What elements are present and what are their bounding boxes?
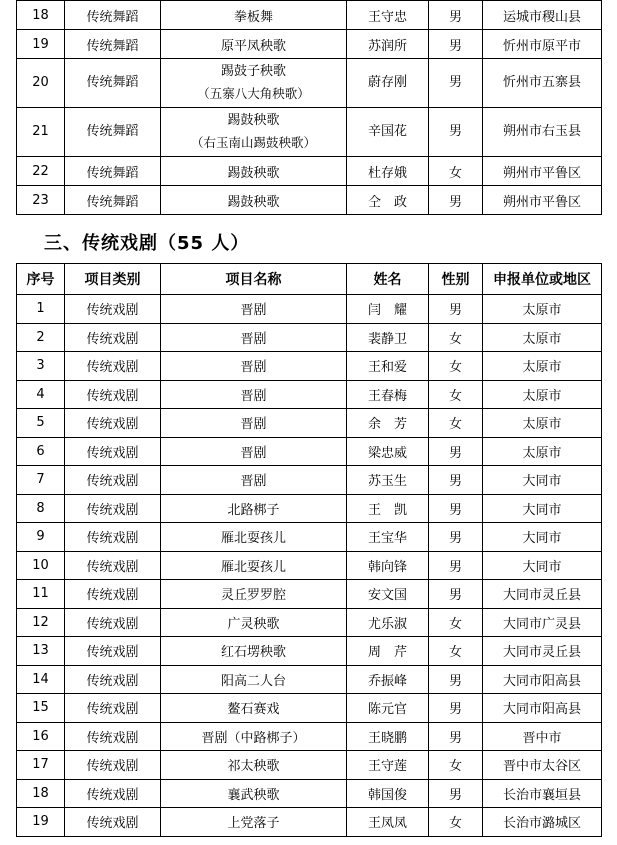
table-row bbox=[17, 323, 602, 352]
column-header-gender: 性别 bbox=[429, 264, 483, 295]
table-row bbox=[17, 694, 602, 723]
cell-person-name: 仝 政 bbox=[347, 186, 429, 215]
cell-category: 传统舞蹈 bbox=[65, 1, 161, 30]
cell-unit: 运城市稷山县 bbox=[483, 1, 602, 30]
cell-project-name: 晋剧 bbox=[161, 466, 347, 495]
cell-gender: 女 bbox=[429, 157, 483, 186]
cell-gender: 男 bbox=[429, 523, 483, 552]
cell-project-name: 踢鼓秧歌 bbox=[161, 157, 347, 186]
table-row bbox=[17, 779, 602, 808]
table-row bbox=[17, 30, 602, 59]
cell-category: 传统戏剧 bbox=[65, 808, 161, 837]
cell-project-name: 晋剧 bbox=[161, 352, 347, 381]
cell-gender: 男 bbox=[429, 186, 483, 215]
table-row bbox=[17, 409, 602, 438]
cell-index: 17 bbox=[17, 751, 65, 780]
cell-person-name: 蔚存刚 bbox=[347, 59, 429, 108]
table-row bbox=[17, 466, 602, 495]
cell-index: 10 bbox=[17, 551, 65, 580]
cell-person-name: 王宝华 bbox=[347, 523, 429, 552]
cell-category: 传统戏剧 bbox=[65, 380, 161, 409]
table-row bbox=[17, 665, 602, 694]
cell-person-name: 王守忠 bbox=[347, 1, 429, 30]
table-row bbox=[17, 808, 602, 837]
cell-gender: 男 bbox=[429, 466, 483, 495]
cell-unit: 忻州市五寨县 bbox=[483, 59, 602, 108]
cell-project-name: 晋剧 bbox=[161, 323, 347, 352]
cell-category: 传统戏剧 bbox=[65, 779, 161, 808]
cell-project-name: 拳板舞 bbox=[161, 1, 347, 30]
cell-unit: 晋中市太谷区 bbox=[483, 751, 602, 780]
cell-project-name: 晋剧（中路梆子） bbox=[161, 722, 347, 751]
cell-person-name: 王春梅 bbox=[347, 380, 429, 409]
cell-unit: 忻州市原平市 bbox=[483, 30, 602, 59]
cell-index: 8 bbox=[17, 494, 65, 523]
project-name-line1: 踢鼓秧歌 bbox=[227, 113, 280, 128]
cell-person-name: 安文国 bbox=[347, 580, 429, 609]
cell-project-name: 红石塄秧歌 bbox=[161, 637, 347, 666]
cell-unit: 太原市 bbox=[483, 295, 602, 324]
cell-gender: 女 bbox=[429, 608, 483, 637]
table-row bbox=[17, 157, 602, 186]
cell-index: 13 bbox=[17, 637, 65, 666]
cell-unit: 太原市 bbox=[483, 409, 602, 438]
cell-unit: 大同市 bbox=[483, 466, 602, 495]
column-header-project-name: 项目名称 bbox=[161, 264, 347, 295]
table-row bbox=[17, 608, 602, 637]
cell-person-name: 王晓鹏 bbox=[347, 722, 429, 751]
cell-gender: 男 bbox=[429, 722, 483, 751]
cell-person-name: 周 芹 bbox=[347, 637, 429, 666]
cell-unit: 朔州市平鲁区 bbox=[483, 157, 602, 186]
table-body bbox=[17, 1, 602, 215]
cell-index: 14 bbox=[17, 665, 65, 694]
cell-category: 传统戏剧 bbox=[65, 466, 161, 495]
cell-index: 3 bbox=[17, 352, 65, 381]
cell-gender: 女 bbox=[429, 637, 483, 666]
cell-person-name: 苏玉生 bbox=[347, 466, 429, 495]
table-row bbox=[17, 523, 602, 552]
cell-index: 19 bbox=[17, 808, 65, 837]
table-row bbox=[17, 1, 602, 30]
cell-index: 7 bbox=[17, 466, 65, 495]
cell-unit: 大同市广灵县 bbox=[483, 608, 602, 637]
cell-category: 传统戏剧 bbox=[65, 580, 161, 609]
cell-gender: 女 bbox=[429, 323, 483, 352]
cell-person-name: 韩国俊 bbox=[347, 779, 429, 808]
cell-person-name: 王 凯 bbox=[347, 494, 429, 523]
cell-unit: 大同市灵丘县 bbox=[483, 637, 602, 666]
column-header-category: 项目类别 bbox=[65, 264, 161, 295]
table-row bbox=[17, 380, 602, 409]
cell-unit: 大同市灵丘县 bbox=[483, 580, 602, 609]
cell-category: 传统舞蹈 bbox=[65, 59, 161, 108]
cell-person-name: 乔振峰 bbox=[347, 665, 429, 694]
cell-person-name: 裴静卫 bbox=[347, 323, 429, 352]
table-row bbox=[17, 59, 602, 108]
cell-unit: 朔州市右玉县 bbox=[483, 108, 602, 157]
column-header-unit: 申报单位或地区 bbox=[483, 264, 602, 295]
cell-gender: 男 bbox=[429, 779, 483, 808]
table-row bbox=[17, 186, 602, 215]
cell-person-name: 余 芳 bbox=[347, 409, 429, 438]
cell-person-name: 尤乐淑 bbox=[347, 608, 429, 637]
cell-person-name: 闫 耀 bbox=[347, 295, 429, 324]
cell-category: 传统戏剧 bbox=[65, 352, 161, 381]
cell-index: 2 bbox=[17, 323, 65, 352]
cell-project-name: 晋剧 bbox=[161, 380, 347, 409]
cell-gender: 男 bbox=[429, 1, 483, 30]
cell-category: 传统舞蹈 bbox=[65, 30, 161, 59]
table-row bbox=[17, 437, 602, 466]
table-row bbox=[17, 751, 602, 780]
cell-category: 传统舞蹈 bbox=[65, 186, 161, 215]
cell-index: 18 bbox=[17, 779, 65, 808]
cell-category: 传统戏剧 bbox=[65, 637, 161, 666]
cell-index: 4 bbox=[17, 380, 65, 409]
cell-project-name: 晋剧 bbox=[161, 295, 347, 324]
cell-gender: 男 bbox=[429, 59, 483, 108]
cell-gender: 男 bbox=[429, 437, 483, 466]
cell-category: 传统戏剧 bbox=[65, 551, 161, 580]
cell-index: 21 bbox=[17, 108, 65, 157]
cell-project-name: 阳高二人台 bbox=[161, 665, 347, 694]
column-header-index: 序号 bbox=[17, 264, 65, 295]
cell-project-name: 晋剧 bbox=[161, 409, 347, 438]
cell-gender: 男 bbox=[429, 30, 483, 59]
cell-category: 传统戏剧 bbox=[65, 494, 161, 523]
cell-person-name: 王和爱 bbox=[347, 352, 429, 381]
cell-index: 15 bbox=[17, 694, 65, 723]
cell-person-name: 韩向锋 bbox=[347, 551, 429, 580]
cell-category: 传统舞蹈 bbox=[65, 108, 161, 157]
project-name-line2: （右玉南山踢鼓秧歌） bbox=[190, 135, 316, 150]
cell-project-name: 晋剧 bbox=[161, 437, 347, 466]
cell-index: 11 bbox=[17, 580, 65, 609]
table-traditional-drama bbox=[16, 263, 602, 837]
cell-index: 16 bbox=[17, 722, 65, 751]
cell-unit: 大同市阳高县 bbox=[483, 694, 602, 723]
cell-category: 传统戏剧 bbox=[65, 437, 161, 466]
cell-category: 传统戏剧 bbox=[65, 608, 161, 637]
cell-index: 12 bbox=[17, 608, 65, 637]
cell-index: 22 bbox=[17, 157, 65, 186]
cell-unit: 朔州市平鲁区 bbox=[483, 186, 602, 215]
cell-unit: 大同市 bbox=[483, 494, 602, 523]
cell-unit: 太原市 bbox=[483, 380, 602, 409]
cell-person-name: 王凤凤 bbox=[347, 808, 429, 837]
cell-gender: 男 bbox=[429, 494, 483, 523]
table-row bbox=[17, 551, 602, 580]
cell-project-name bbox=[161, 108, 347, 157]
cell-gender: 男 bbox=[429, 694, 483, 723]
cell-index: 5 bbox=[17, 409, 65, 438]
cell-index: 1 bbox=[17, 295, 65, 324]
cell-index: 6 bbox=[17, 437, 65, 466]
cell-person-name: 王守莲 bbox=[347, 751, 429, 780]
cell-unit: 大同市阳高县 bbox=[483, 665, 602, 694]
cell-project-name: 襄武秧歌 bbox=[161, 779, 347, 808]
cell-person-name: 苏润所 bbox=[347, 30, 429, 59]
cell-project-name: 鳌石赛戏 bbox=[161, 694, 347, 723]
cell-gender: 男 bbox=[429, 665, 483, 694]
cell-gender: 女 bbox=[429, 352, 483, 381]
cell-category: 传统舞蹈 bbox=[65, 157, 161, 186]
cell-category: 传统戏剧 bbox=[65, 751, 161, 780]
cell-gender: 男 bbox=[429, 295, 483, 324]
cell-project-name: 雁北耍孩儿 bbox=[161, 551, 347, 580]
cell-unit: 太原市 bbox=[483, 323, 602, 352]
cell-person-name: 辛国花 bbox=[347, 108, 429, 157]
section-heading: 三、传统戏剧（55 人） bbox=[44, 233, 250, 254]
cell-gender: 女 bbox=[429, 808, 483, 837]
cell-project-name: 灵丘罗罗腔 bbox=[161, 580, 347, 609]
cell-unit: 太原市 bbox=[483, 437, 602, 466]
table-row bbox=[17, 580, 602, 609]
cell-project-name: 雁北耍孩儿 bbox=[161, 523, 347, 552]
cell-index: 18 bbox=[17, 1, 65, 30]
table-row bbox=[17, 295, 602, 324]
table-row bbox=[17, 637, 602, 666]
table-row bbox=[17, 108, 602, 157]
cell-gender: 女 bbox=[429, 380, 483, 409]
cell-person-name: 梁忠威 bbox=[347, 437, 429, 466]
table-row bbox=[17, 494, 602, 523]
cell-gender: 男 bbox=[429, 580, 483, 609]
cell-index: 9 bbox=[17, 523, 65, 552]
cell-gender: 男 bbox=[429, 551, 483, 580]
cell-gender: 女 bbox=[429, 751, 483, 780]
table-row bbox=[17, 352, 602, 381]
cell-unit: 大同市 bbox=[483, 551, 602, 580]
column-header-person-name: 姓名 bbox=[347, 264, 429, 295]
cell-gender: 女 bbox=[429, 409, 483, 438]
project-name-line2: （五寨八大角秧歌） bbox=[197, 86, 310, 101]
cell-index: 23 bbox=[17, 186, 65, 215]
project-name-line1: 踢鼓子秧歌 bbox=[220, 64, 286, 79]
cell-category: 传统戏剧 bbox=[65, 523, 161, 552]
header-row bbox=[17, 264, 602, 295]
cell-unit: 长治市潞城区 bbox=[483, 808, 602, 837]
cell-person-name: 杜存娥 bbox=[347, 157, 429, 186]
cell-project-name bbox=[161, 59, 347, 108]
cell-category: 传统戏剧 bbox=[65, 295, 161, 324]
cell-category: 传统戏剧 bbox=[65, 323, 161, 352]
continued-table-traditional-dance bbox=[16, 0, 602, 215]
cell-person-name: 陈元官 bbox=[347, 694, 429, 723]
cell-unit: 长治市襄垣县 bbox=[483, 779, 602, 808]
cell-unit: 大同市 bbox=[483, 523, 602, 552]
cell-index: 20 bbox=[17, 59, 65, 108]
cell-category: 传统戏剧 bbox=[65, 665, 161, 694]
cell-project-name: 祁太秧歌 bbox=[161, 751, 347, 780]
table-header bbox=[17, 264, 602, 295]
table-row bbox=[17, 722, 602, 751]
cell-index: 19 bbox=[17, 30, 65, 59]
cell-project-name: 北路梆子 bbox=[161, 494, 347, 523]
cell-project-name: 广灵秧歌 bbox=[161, 608, 347, 637]
cell-category: 传统戏剧 bbox=[65, 409, 161, 438]
table-body bbox=[17, 295, 602, 837]
cell-unit: 太原市 bbox=[483, 352, 602, 381]
cell-category: 传统戏剧 bbox=[65, 722, 161, 751]
cell-project-name: 原平凤秧歌 bbox=[161, 30, 347, 59]
cell-project-name: 上党落子 bbox=[161, 808, 347, 837]
cell-project-name: 踢鼓秧歌 bbox=[161, 186, 347, 215]
cell-unit: 晋中市 bbox=[483, 722, 602, 751]
cell-gender: 男 bbox=[429, 108, 483, 157]
cell-category: 传统戏剧 bbox=[65, 694, 161, 723]
